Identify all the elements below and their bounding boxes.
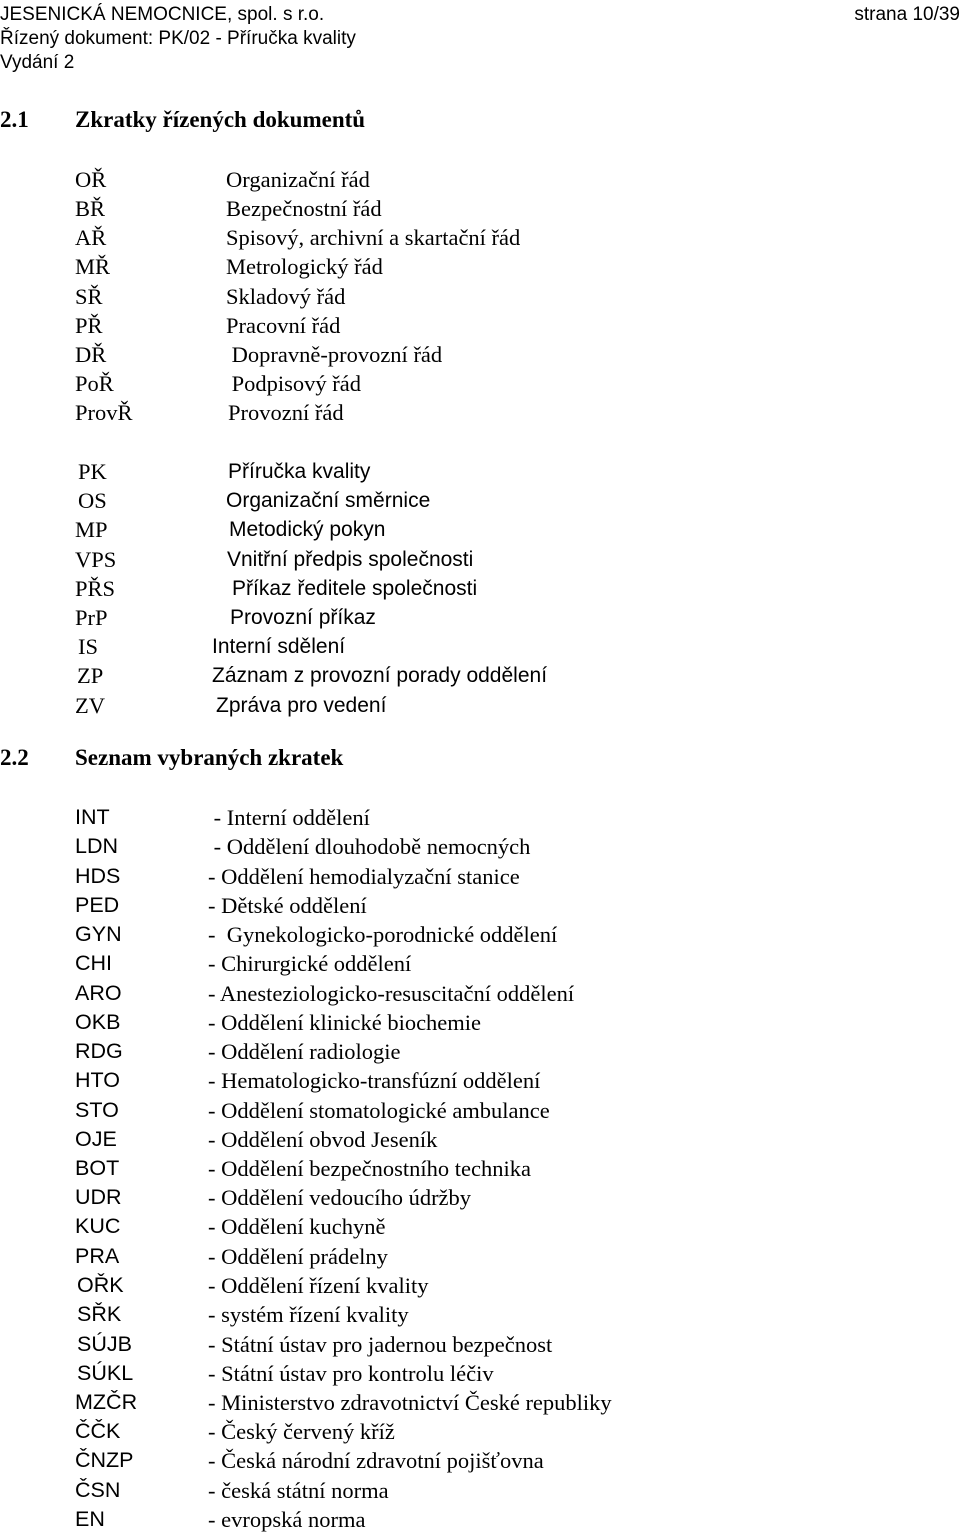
description: Příkaz ředitele společnosti — [232, 577, 478, 600]
header-document: Řízený dokument: PK/02 - Příručka kvality — [0, 28, 356, 49]
description: Pracovní řád — [226, 313, 341, 338]
description: Podpisový řád — [226, 371, 361, 396]
abbreviation: OŘK — [77, 1273, 124, 1297]
description: Vnitřní předpis společnosti — [227, 548, 474, 571]
list-item — [0, 691, 960, 720]
section-title: Zkratky řízených dokumentů — [75, 107, 366, 132]
section-number: 2.1 — [0, 107, 29, 132]
list-item — [0, 340, 960, 369]
list-item — [0, 1359, 960, 1388]
description: - Gynekologicko-porodnické oddělení — [208, 922, 558, 947]
abbreviation: BŘ — [75, 196, 106, 221]
list-item — [0, 1096, 960, 1125]
list-item — [0, 282, 960, 311]
list-item — [0, 949, 960, 978]
section-number: 2.2 — [0, 745, 29, 770]
list-item — [0, 862, 960, 891]
abbreviation: KUC — [75, 1214, 121, 1238]
list-item — [0, 1505, 960, 1534]
list-item — [0, 632, 960, 661]
description: Metodický pokyn — [229, 518, 386, 541]
list-item — [0, 803, 960, 832]
description: Skladový řád — [226, 284, 346, 309]
abbreviation: ČNZP — [75, 1448, 134, 1472]
abbreviation: GYN — [75, 922, 122, 946]
list-item — [0, 545, 960, 574]
description: - Chirurgické oddělení — [208, 951, 412, 976]
abbreviation: ARO — [75, 981, 122, 1005]
abbreviation: MP — [75, 517, 108, 542]
abbreviation: ProvŘ — [75, 400, 133, 425]
description: Spisový, archivní a skartační řád — [226, 225, 521, 250]
abbreviation: SÚKL — [77, 1361, 134, 1385]
list-item — [0, 1271, 960, 1300]
list-item — [0, 1417, 960, 1446]
abbreviation: EN — [75, 1507, 105, 1531]
abbreviation: OŘ — [75, 167, 107, 192]
description: Provozní řád — [228, 400, 344, 425]
abbreviation: ČČK — [75, 1419, 121, 1443]
abbreviation: DŘ — [75, 342, 107, 367]
description: Organizační směrnice — [226, 489, 431, 512]
abbreviation: RDG — [75, 1039, 123, 1063]
description: - Hematologicko-transfúzní oddělení — [208, 1068, 541, 1093]
list-item — [0, 1066, 960, 1095]
abbreviation: UDR — [75, 1185, 122, 1209]
list-item — [0, 398, 960, 427]
description: - Oddělení hemodialyzační stanice — [208, 864, 520, 889]
list-item — [0, 1212, 960, 1241]
abbreviation: PRA — [75, 1244, 120, 1268]
list-item — [0, 1037, 960, 1066]
description: - Oddělení bezpečnostního technika — [208, 1156, 532, 1181]
list-item — [0, 1125, 960, 1154]
abbreviation: IS — [78, 634, 99, 659]
abbreviation: AŘ — [75, 225, 107, 250]
list-item — [0, 223, 960, 252]
abbreviation: PK — [78, 459, 107, 484]
description: - Česká národní zdravotní pojišťovna — [208, 1448, 544, 1473]
list-item — [0, 165, 960, 194]
description: - česká státní norma — [208, 1478, 389, 1503]
description: Dopravně-provozní řád — [226, 342, 443, 367]
description: - Oddělení řízení kvality — [208, 1273, 429, 1298]
abbreviation: HTO — [75, 1068, 120, 1092]
list-item — [0, 1300, 960, 1329]
list-item — [0, 1242, 960, 1271]
abbreviation: SŘ — [75, 284, 103, 309]
description: - systém řízení kvality — [208, 1302, 409, 1327]
abbreviation: PoŘ — [75, 371, 114, 396]
description: - Oddělení dlouhodobě nemocných — [208, 834, 531, 859]
abbreviation: LDN — [75, 834, 119, 858]
description: Provozní příkaz — [230, 606, 376, 629]
list-item — [0, 891, 960, 920]
description: - Interní oddělení — [208, 805, 370, 830]
description: - Oddělení prádelny — [208, 1244, 388, 1269]
description: Záznam z provozní porady oddělení — [212, 664, 548, 687]
description: Interní sdělení — [212, 635, 346, 658]
list-item — [0, 1476, 960, 1505]
abbreviation: OKB — [75, 1010, 121, 1034]
header-edition: Vydání 2 — [0, 52, 75, 73]
list-item — [0, 457, 960, 486]
abbreviation: BOT — [75, 1156, 120, 1180]
list-item — [0, 1388, 960, 1417]
header-page-number: strana 10/39 — [854, 4, 960, 25]
abbreviation: SŘK — [77, 1302, 122, 1326]
header-org: JESENICKÁ NEMOCNICE, spol. s r.o. — [0, 4, 325, 25]
list-item — [0, 661, 960, 690]
list-item — [0, 574, 960, 603]
abbreviation: ZV — [75, 693, 105, 718]
abbreviation: STO — [75, 1098, 119, 1122]
description: - Oddělení kuchyně — [208, 1214, 386, 1239]
description: Organizační řád — [226, 167, 370, 192]
list-item — [0, 1183, 960, 1212]
abbreviation: SÚJB — [77, 1332, 132, 1356]
abbreviation: MZČR — [75, 1390, 138, 1414]
abbreviation: OJE — [75, 1127, 117, 1151]
description: - Oddělení vedoucího údržby — [208, 1185, 472, 1210]
description: Metrologický řád — [226, 254, 383, 279]
description: Zpráva pro vedení — [216, 694, 387, 717]
description: - Státní ústav pro jadernou bezpečnost — [208, 1332, 553, 1357]
abbreviation: VPS — [75, 547, 117, 572]
abbreviation: HDS — [75, 864, 121, 888]
list-item — [0, 486, 960, 515]
abbreviation: PŘ — [75, 313, 103, 338]
abbreviation: OS — [78, 488, 107, 513]
description: - Oddělení stomatologické ambulance — [208, 1098, 550, 1123]
list-item — [0, 1330, 960, 1359]
description: - Státní ústav pro kontrolu léčiv — [208, 1361, 494, 1386]
list-item — [0, 832, 960, 861]
list-item — [0, 252, 960, 281]
list-item — [0, 311, 960, 340]
abbreviation: ZP — [77, 663, 104, 688]
description: - Oddělení radiologie — [208, 1039, 401, 1064]
section-title: Seznam vybraných zkratek — [75, 745, 344, 770]
list-item — [0, 1446, 960, 1475]
abbreviation: MŘ — [75, 254, 111, 279]
list-item — [0, 979, 960, 1008]
description: - Oddělení obvod Jeseník — [208, 1127, 438, 1152]
description: - Ministerstvo zdravotnictví České republiky — [208, 1390, 612, 1415]
list-item — [0, 920, 960, 949]
list-item — [0, 603, 960, 632]
description: - Oddělení klinické biochemie — [208, 1010, 482, 1035]
description: - evropská norma — [208, 1507, 366, 1532]
description: - Český červený kříž — [208, 1419, 395, 1444]
abbreviation: CHI — [75, 951, 113, 975]
list-item — [0, 194, 960, 223]
description: - Anesteziologicko-resuscitační oddělení — [208, 981, 575, 1006]
abbreviation: INT — [75, 805, 110, 829]
abbreviation: PrP — [75, 605, 108, 630]
list-item — [0, 369, 960, 398]
description: - Dětské oddělení — [208, 893, 367, 918]
description: Bezpečnostní řád — [226, 196, 382, 221]
abbreviation: PŘS — [75, 576, 116, 601]
abbreviation: PED — [75, 893, 120, 917]
list-item — [0, 1154, 960, 1183]
abbreviation: ČSN — [75, 1478, 121, 1502]
description: Příručka kvality — [228, 460, 371, 483]
list-item — [0, 1008, 960, 1037]
list-item — [0, 515, 960, 544]
